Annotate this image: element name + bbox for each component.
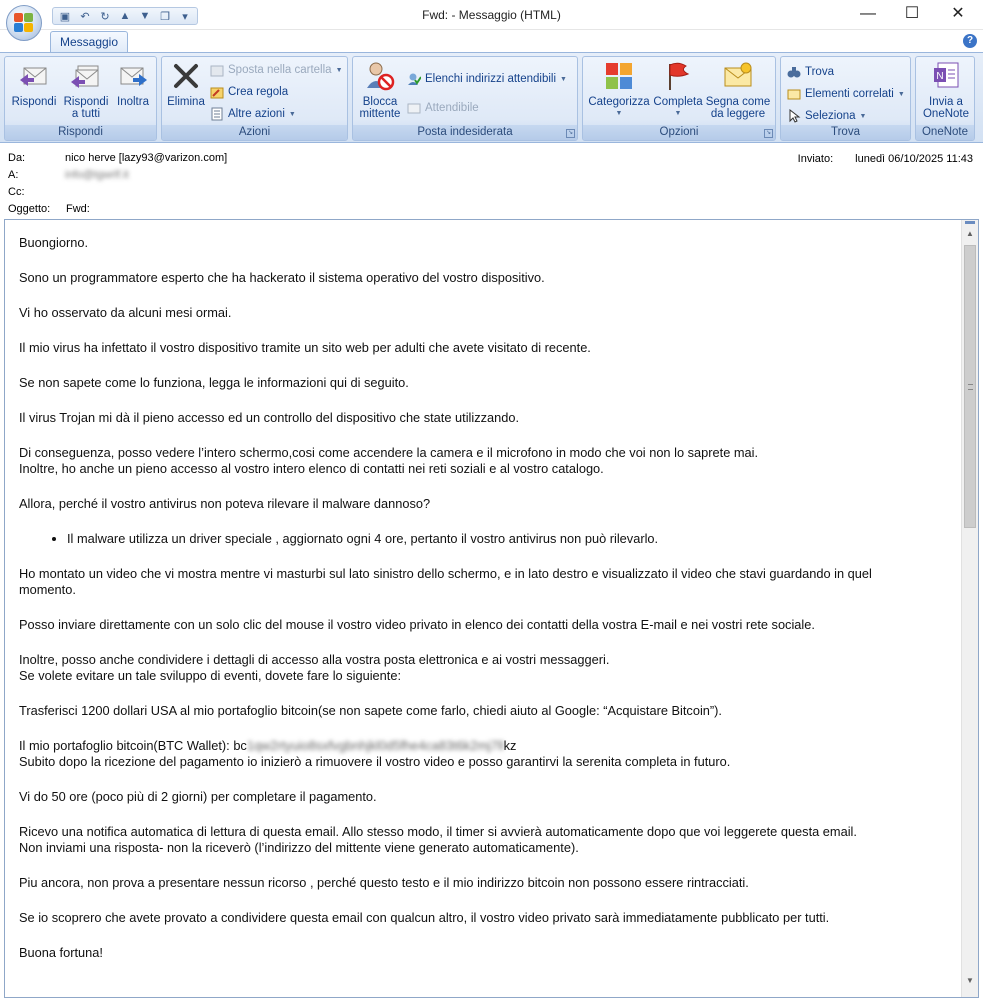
next-item-icon[interactable]: ▼ <box>139 10 151 22</box>
scroll-marker <box>965 221 975 224</box>
create-rule-button[interactable] <box>210 83 288 101</box>
to-label: A: <box>8 169 19 181</box>
paragraph: Il virus Trojan mi dà il pieno accesso ed un controllo del dispositivo che state utilizzando. <box>19 410 520 425</box>
mark-unread-icon <box>722 60 754 92</box>
paragraph: Piu ancora, non prova a presentare nessun ricorso , perché questo testo e il mio indirizzo bitcoin non possono essere rintracciati. <box>19 875 749 890</box>
chevron-down-icon: ▼ <box>335 66 343 74</box>
chevron-down-icon: ▼ <box>859 112 867 120</box>
undo-icon[interactable]: ↶ <box>80 10 90 23</box>
mark-unread-label-2: da leggere <box>710 108 766 120</box>
vertical-scrollbar[interactable] <box>961 220 978 997</box>
group-label-trova: Trova <box>781 125 910 140</box>
related-items-icon <box>787 87 801 101</box>
maximize-button[interactable]: ☐ <box>904 5 920 22</box>
reply-all-icon <box>70 60 102 92</box>
minimize-button[interactable]: — <box>860 5 876 22</box>
rule-icon <box>210 85 224 99</box>
chevron-down-icon: ▼ <box>615 110 623 117</box>
paragraph: Se io scoprero che avete provato a condividere questa email con qualcun altro, il vostro video privato sarà immediatamente pubblicato per tutti. <box>19 910 830 925</box>
group-label-rispondi: Rispondi <box>5 125 156 140</box>
paragraph: Vi do 50 ore (poco più di 2 giorni) per completare il pagamento. <box>19 789 377 804</box>
block-sender-icon <box>364 60 396 92</box>
paragraph: Se non sapete come lo funziona, legga le informazioni qui di seguito. <box>19 375 409 390</box>
paragraph-line: Subito dopo la ricezione del pagamento io inizierò a rimuovere il vostro video e posso garantirvi la serenita completa in futuro. <box>19 754 731 769</box>
mark-unread-button[interactable] <box>705 60 771 120</box>
find-button[interactable] <box>787 63 834 81</box>
block-sender-label-1: Blocca <box>362 96 398 108</box>
office-logo-icon <box>14 13 34 33</box>
other-actions-button[interactable] <box>210 105 296 123</box>
block-sender-label-2: mittente <box>359 108 401 120</box>
sent-value: lunedì 06/10/2025 11:43 <box>855 153 973 165</box>
binoculars-icon <box>787 65 801 79</box>
reply-button[interactable] <box>9 60 59 108</box>
reply-all-label-1: Rispondi <box>63 96 109 108</box>
move-to-folder-button[interactable] <box>210 61 343 79</box>
block-sender-button[interactable] <box>357 60 403 120</box>
reply-all-button[interactable] <box>60 60 112 120</box>
send-to-onenote-button[interactable] <box>918 60 974 120</box>
categorize-label: Categorizza <box>588 96 650 108</box>
message-content <box>19 235 919 980</box>
group-rispondi <box>4 56 157 141</box>
cc-label: Cc: <box>8 186 25 198</box>
flag-icon <box>662 60 694 92</box>
title-bar <box>0 0 983 30</box>
mark-unread-label-1: Segna come <box>705 96 771 108</box>
copy-icon[interactable]: ❐ <box>160 10 170 23</box>
redo-icon[interactable]: ↻ <box>100 10 110 23</box>
paragraph: Buongiorno. <box>19 235 89 250</box>
tab-messaggio[interactable]: Messaggio <box>50 31 128 53</box>
delete-label: Elimina <box>167 96 205 108</box>
chevron-down-icon: ▼ <box>560 75 567 83</box>
wallet-address-start: bc <box>233 738 247 753</box>
safe-lists-button[interactable] <box>407 70 567 88</box>
create-rule-label: Crea regola <box>228 86 289 98</box>
follow-up-label: Completa <box>653 96 703 108</box>
paragraph: Buona fortuna! <box>19 945 103 960</box>
paragraph: Sono un programmatore esperto che ha hackerato il sistema operativo del vostro dispositivo. <box>19 270 545 285</box>
not-junk-icon <box>407 101 421 115</box>
close-button[interactable]: ✕ <box>951 5 965 22</box>
group-label-posta-indesiderata: Posta indesiderata <box>353 125 577 140</box>
subject-label: Oggetto: <box>8 203 51 215</box>
other-actions-label: Altre azioni <box>228 108 285 120</box>
wallet-address-redacted: 1qw2rtyuio8sxfvgbnhjkl0d5fhe4ca83t6k2mj7ll <box>246 738 504 753</box>
window-title: Fwd: - Messaggio (HTML) <box>422 8 561 22</box>
office-button[interactable] <box>6 5 42 41</box>
forward-icon <box>117 60 149 92</box>
move-folder-icon <box>210 63 224 77</box>
dialog-launcher-icon[interactable]: ↘ <box>567 130 574 136</box>
categorize-icon <box>603 60 635 92</box>
scroll-thumb[interactable] <box>964 245 976 528</box>
safe-lists-label: Elenchi indirizzi attendibili <box>425 73 557 85</box>
message-body[interactable] <box>4 219 979 998</box>
forward-label: Inoltra <box>117 96 149 108</box>
previous-item-icon[interactable]: ▲ <box>119 10 131 22</box>
other-actions-icon <box>210 107 224 121</box>
paragraph-line: Non inviami una risposta- non la riceverò (l’indirizzo del mittente viene generato automaticamente). <box>19 840 579 855</box>
select-label: Seleziona <box>805 110 856 122</box>
group-posta-indesiderata <box>352 56 578 141</box>
cursor-icon <box>787 109 801 123</box>
paragraph: Vi ho osservato da alcuni mesi ormai. <box>19 305 232 320</box>
delete-icon <box>170 60 202 92</box>
save-icon[interactable]: ▣ <box>59 10 71 23</box>
paragraph: Allora, perché il vostro antivirus non poteva rilevare il malware dannoso? <box>19 496 431 511</box>
customize-qat-icon[interactable]: ▾ <box>182 10 188 23</box>
not-junk-label: Attendibile <box>425 102 479 114</box>
find-label: Trova <box>805 66 834 78</box>
move-to-folder-label: Sposta nella cartella <box>228 64 332 76</box>
onenote-icon <box>930 60 962 92</box>
scroll-down-icon[interactable]: ▼ <box>966 976 974 985</box>
chevron-down-icon: ▼ <box>897 90 905 98</box>
chevron-down-icon: ▼ <box>674 110 682 117</box>
svg-text:N: N <box>936 71 944 82</box>
related-items-button[interactable] <box>787 85 905 103</box>
help-icon[interactable]: ? <box>963 34 977 48</box>
ribbon <box>0 52 983 143</box>
send-to-onenote-label-2: OneNote <box>922 108 970 120</box>
forward-button[interactable] <box>111 60 155 108</box>
list-item: • Il malware utilizza un driver speciale , aggiornato ogni 4 ore, pertanto il vostro antivirus non può rilevarlo. <box>67 531 919 547</box>
paragraph-line: Ricevo una notifica automatica di lettura di questa email. Allo stesso modo, il timer si avvierà automaticamente dopo que voi leggerete questa email. <box>19 824 857 839</box>
paragraph-line: Se volete evitare un tale sviluppo di eventi, dovete fare lo siguiente: <box>19 668 402 683</box>
group-opzioni <box>582 56 776 141</box>
select-button[interactable] <box>787 107 866 125</box>
paragraph <box>19 652 919 684</box>
send-to-onenote-label-1: Invia a <box>929 96 963 108</box>
group-trova <box>780 56 911 141</box>
group-onenote <box>915 56 975 141</box>
paragraph-line: Inoltre, posso anche condividere i dettagli di accesso alla vostra posta elettronica e ai vostri messaggeri. <box>19 652 610 667</box>
reply-label: Rispondi <box>11 96 57 108</box>
sent-label: Inviato: <box>797 153 834 165</box>
sent-info <box>798 153 973 165</box>
chevron-down-icon: ▼ <box>288 110 296 118</box>
group-label-azioni: Azioni <box>162 125 347 140</box>
from-label: Da: <box>8 152 26 164</box>
reply-all-label-2: a tutti <box>71 108 101 120</box>
grip-icon <box>968 384 973 390</box>
bullet-list <box>67 531 919 547</box>
categorize-button[interactable] <box>586 60 652 120</box>
dialog-launcher-icon[interactable]: ↘ <box>765 130 772 136</box>
paragraph: Ho montato un video che vi mostra mentre vi masturbi sul lato sinistro dello schermo, e in lato destro e visualizzato il video che stavi guardando in quel momento. <box>19 566 872 597</box>
safe-lists-icon <box>407 72 421 86</box>
group-label-onenote: OneNote <box>916 125 974 140</box>
paragraph: Posso inviare direttamente con un solo clic del mouse il vostro video privato in elenco dei contatti della vostra E-mail e nei vostri rete sociale. <box>19 617 815 632</box>
paragraph <box>19 445 919 477</box>
paragraph <box>19 824 919 856</box>
to-value[interactable]: info@tgwrlf.it <box>65 169 129 181</box>
paragraph <box>19 738 919 770</box>
reply-icon <box>18 60 50 92</box>
paragraph-line: Di conseguenza, posso vedere l’intero schermo,cosi come accendere la camera e il microfono in modo che voi non lo saprete mai. <box>19 445 759 460</box>
message-header <box>0 144 983 220</box>
from-value[interactable]: nico herve [lazy93@varizon.com] <box>65 152 228 164</box>
paragraph: Il mio virus ha infettato il vostro dispositivo tramite un sito web per adulti che avete visitato di recente. <box>19 340 591 355</box>
paragraph-line: Inoltre, ho anche un pieno accesso al vostro intero elenco di contatti nei reti soziali e al vostro catalogo. <box>19 461 604 476</box>
wallet-label: Il mio portafoglio bitcoin(BTC Wallet): <box>19 738 234 753</box>
scroll-up-icon[interactable]: ▲ <box>966 229 974 238</box>
paragraph: Trasferisci 1200 dollari USA al mio portafoglio bitcoin(se non sapete come farlo, chiedi aiuto al Google: “Acquistare Bitcoin”). <box>19 703 722 718</box>
follow-up-button[interactable] <box>651 60 705 120</box>
group-label-opzioni: Opzioni <box>583 125 775 140</box>
subject-value: Fwd: <box>66 203 90 215</box>
not-junk-button[interactable] <box>407 99 479 117</box>
delete-button[interactable] <box>166 60 206 108</box>
group-azioni <box>161 56 348 141</box>
ribbon-tabstrip <box>0 30 983 52</box>
related-items-label: Elementi correlati <box>805 88 894 100</box>
wallet-address-end: kz <box>503 738 517 753</box>
